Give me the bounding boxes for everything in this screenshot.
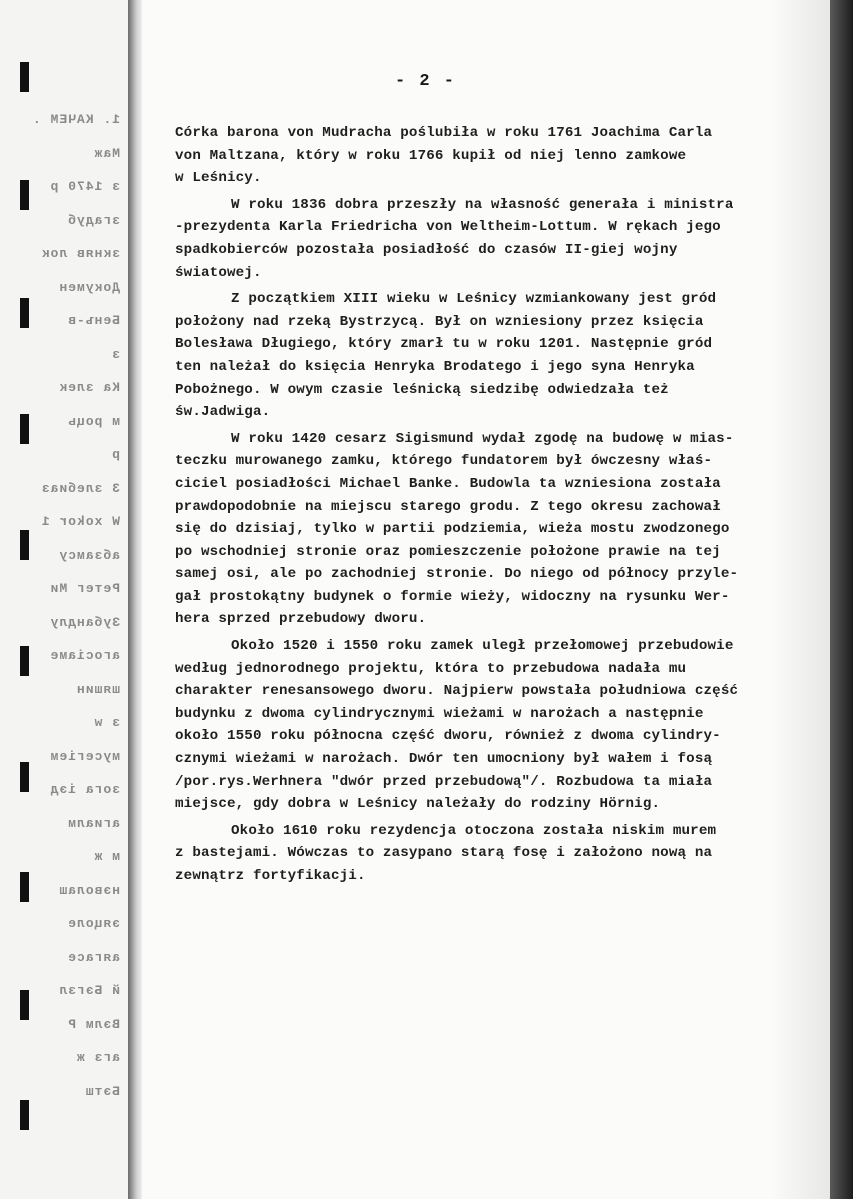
- text-line: zewnątrz fortyfikacji.: [175, 868, 366, 884]
- paragraph: [175, 635, 845, 816]
- bleed-line: аягасе: [67, 949, 120, 965]
- bleed-line: агиалм: [67, 815, 120, 831]
- bleed-line: шяшин: [75, 681, 120, 697]
- punch-mark: [20, 62, 29, 92]
- paragraph: [175, 288, 845, 424]
- text-line: samej osi, ale po zachodniej stronie. Do niego od północy przyle-: [175, 566, 739, 583]
- bleed-line: Бэтш: [84, 1083, 120, 1099]
- paragraph: [175, 122, 845, 190]
- text-line: około 1550 roku północna część dworu, również z dwoma cylindry-: [175, 728, 721, 745]
- page-gutter: [128, 0, 142, 1199]
- text-line: spadkobierców pozostała posiadłość do czasów II-giej wojny: [175, 241, 678, 258]
- bleed-line: 1. КАЧЕМ .: [31, 112, 120, 127]
- text-line: św.Jadwiga.: [175, 404, 271, 421]
- bleed-line: агосіаме: [49, 648, 120, 663]
- text-line: ten należał do księcia Henryka Brodatego i jego syna Henryka: [175, 358, 695, 375]
- text-line: światowej.: [175, 264, 262, 281]
- bleed-line: м ж: [93, 849, 120, 864]
- text-line: Około 1610 roku rezydencja otoczona została niskim murem: [231, 822, 717, 839]
- text-line: w Leśnicy.: [175, 170, 262, 187]
- punch-mark: [20, 646, 29, 676]
- text-line: się do dzisiaj, tylko w partii podziemia, wieża mostu zwodzonego: [175, 521, 730, 538]
- text-line: położony nad rzeką Bystrzycą. Był on wzniesiony przez księcia: [175, 313, 704, 330]
- punch-mark: [20, 872, 29, 902]
- bleed-line: Докумен: [58, 279, 120, 295]
- text-line: po wschodniej stronie oraz pomieszczenie położone prawie na tej: [175, 543, 721, 560]
- text-line: hera sprzed przebudowy dworu.: [175, 611, 427, 628]
- text-line: -prezydenta Karla Friedricha von Weltheim-Lottum. W rękach jego: [175, 219, 721, 236]
- text-line: cznymi wieżami w narożach. Dwór ten umocniony był wałem i fosą: [175, 751, 713, 768]
- bleed-line: згадуб: [67, 212, 120, 228]
- paragraph: [175, 428, 845, 631]
- punch-mark: [20, 414, 29, 444]
- text-line: Z początkiem XIII wieku w Leśnicy wzmiankowany jest gród: [231, 291, 717, 308]
- bleed-line: Зубандлу: [49, 614, 120, 630]
- punch-mark: [20, 990, 29, 1020]
- bleed-line: м роць: [67, 413, 120, 429]
- bleed-line: зога іэд: [49, 782, 120, 797]
- bleed-line: нэволаш: [58, 882, 120, 898]
- bleed-line: Маж: [93, 145, 120, 161]
- adjacent-page: [0, 0, 129, 1199]
- paragraph: [175, 820, 845, 888]
- punch-mark: [20, 298, 29, 328]
- text-line: gał prostokątny budynek o formie wieży, widoczny na rysunku Wer-: [175, 588, 730, 605]
- bleed-line: W xokor 1: [40, 514, 120, 529]
- paragraph: [175, 194, 845, 284]
- text-line: W roku 1420 cesarz Sigismund wydał zgodę na budowę w mias-: [231, 430, 734, 447]
- bleed-line: й Бэгзл: [58, 983, 120, 998]
- text-line: charakter renesansowego dworu. Najpierw powstała południowa część: [175, 683, 739, 700]
- text-line: teczku murowanego zamku, którego fundatorem był ówczesny właś-: [175, 453, 713, 470]
- punch-mark: [20, 180, 29, 210]
- page-number: - 2 -: [395, 72, 457, 91]
- text-line: budynku z dwoma cylindrycznymi wieżami w narożach a następnie: [175, 705, 704, 722]
- bleed-line: Вэлм Р: [67, 1016, 120, 1032]
- bleed-line: Ка злек: [58, 380, 120, 395]
- bleed-line: р: [111, 447, 120, 462]
- bleed-line: мусегіем: [49, 748, 120, 764]
- bleed-line: з: [111, 346, 120, 362]
- bleed-line: агз ж: [75, 1050, 120, 1065]
- text-line: ciciel posiadłości Michael Banke. Budowla ta wzniesiona została: [175, 475, 721, 492]
- text-line: Około 1520 i 1550 roku zamek uległ przełomowej przebudowie: [231, 638, 734, 655]
- text-line: von Maltzana, który w roku 1766 kupił od niej lenno zamkowe: [175, 147, 687, 164]
- bleed-line: 3 злебиаз: [40, 480, 120, 496]
- text-line: prawdopodobnie na miejscu starego grodu. Z tego okresu zachował: [175, 498, 721, 515]
- punch-mark: [20, 530, 29, 560]
- bleed-line: з w: [93, 715, 120, 730]
- text-line: według jednorodnego projektu, która to przebudowa nadała mu: [175, 660, 687, 677]
- bleed-line: абзамсу: [58, 547, 120, 563]
- text-line: /por.rys.Werhnera "dwór przed przebudową"/. Rozbudowa ta miała: [175, 773, 713, 790]
- bleed-line: Ретег Ми: [49, 581, 120, 596]
- bleed-line: Бенъ-в: [67, 313, 120, 328]
- bleed-line: з 1470 р: [49, 179, 120, 194]
- bleed-line: эяцоле: [67, 916, 120, 931]
- punch-mark: [20, 762, 29, 792]
- text-line: Pobożnego. W owym czasie leśnicką siedzibę odwiedzała też: [175, 381, 669, 398]
- text-line: Bolesława Długiego, który zmarł tu w roku 1201. Następnie gród: [175, 336, 713, 353]
- text-line: W roku 1836 dobra przeszły na własność generała i ministra: [231, 196, 734, 213]
- bleed-line: зкняв лок: [40, 246, 120, 261]
- punch-mark: [20, 1100, 29, 1130]
- text-line: miejsce, gdy dobra w Leśnicy należały do rodziny Hörnig.: [175, 796, 661, 813]
- text-line: z bastejami. Wówczas to zasypano starą fosę i założono nową na: [175, 845, 713, 862]
- document-body: [175, 122, 845, 888]
- text-line: Córka barona von Mudracha poślubiła w roku 1761 Joachima Carla: [175, 125, 713, 141]
